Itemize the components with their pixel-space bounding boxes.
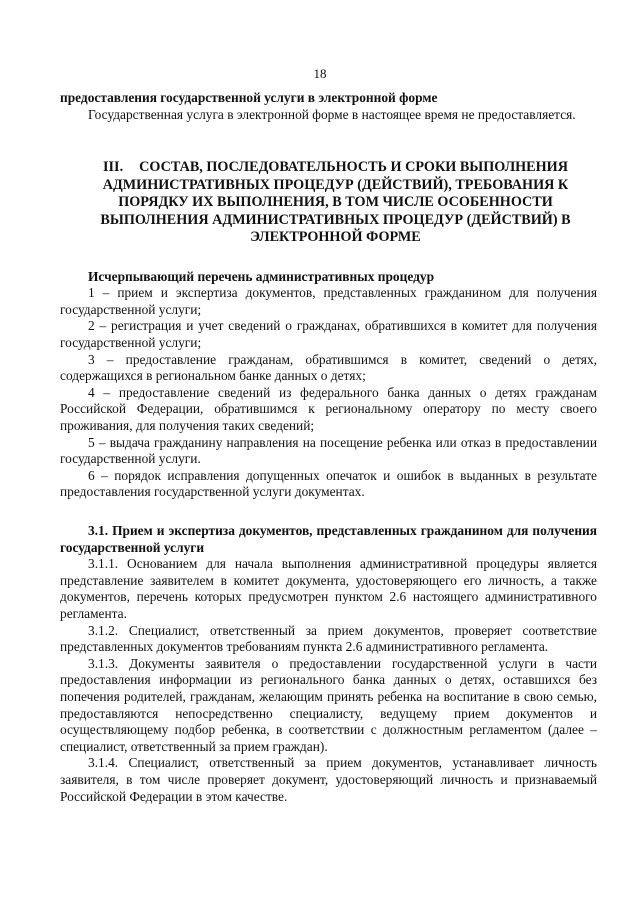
subsection-3-1-heading: 3.1. Прием и экспертиза документов, представленных гражданином для получения государственной услуги <box>60 523 597 555</box>
paragraph-3-1-1: 3.1.1. Основанием для начала выполнения административной процедуры является представление заявителем в комитет документа, удостоверяющего его личность, а также документов, перечень которых предусмотрен пунктом 2.6 настоящего административного регламента. <box>60 556 597 621</box>
electronic-text: Государственная услуга в электронной форме в настоящее время не предоставляется. <box>88 106 576 122</box>
spacer <box>60 123 597 147</box>
section-3-heading <box>60 159 597 247</box>
procedures-heading: Исчерпывающий перечень административных процедур <box>88 268 435 284</box>
spacer <box>60 501 597 523</box>
procedure-item-3: 3 – предоставление гражданам, обратившимся в комитет, сведений о детях, содержащихся в региональном банке данных о детях; <box>60 351 597 384</box>
paragraph-3-1-3: 3.1.3. Документы заявителя о предоставлении государственной услуги в части предоставления информации из регионального банка данных о детях, оставшихся без попечения родителей, гражданам, желающим принять ребенка на воспитание в свою семью, предоставляются непосредственно специалисту, ведущему прием документов и осуществляющему подбор ребенка, в соответствии с должностным регламентом (далее – специалист, ответственный за прием граждан). <box>60 655 597 754</box>
procedure-item-4: 4 – предоставление сведений из федерального банка данных о детях гражданам Российской Федерации, обратившимся к региональному оператору по месту своего проживания, для получения таких сведений; <box>60 384 597 434</box>
section-3-number: III. <box>103 159 124 176</box>
section-3-title: СОСТАВ, ПОСЛЕДОВАТЕЛЬНОСТЬ И СРОКИ ВЫПОЛНЕНИЯ АДМИНИСТРАТИВНЫХ ПРОЦЕДУР (ДЕЙСТВИЙ), ТРЕБОВАНИЯ К ПОРЯДКУ ИХ ВЫПОЛНЕНИЯ, В ТОМ ЧИСЛЕ ОСОБЕННОСТИ ВЫПОЛНЕНИЯ АДМИНИСТРАТИВНЫХ ПРОЦЕДУР (ДЕЙСТВИЙ) В ЭЛЕКТРОННОЙ ФОРМЕ <box>100 159 571 246</box>
electronic-heading: предоставления государственной услуги в электронной форме <box>60 90 438 105</box>
page-content <box>60 90 597 805</box>
spacer <box>60 247 597 269</box>
paragraph-3-1-4: 3.1.4. Специалист, ответственный за прием документов, устанавливает личность заявителя, в том числе проверяет документ, удостоверяющий личность и признаваемый Российской Федерации в этом качестве. <box>60 755 597 804</box>
procedure-item-5: 5 – выдача гражданину направления на посещение ребенка или отказ в предоставлении государственной услуги. <box>60 434 597 467</box>
procedure-item-1: 1 – прием и экспертиза документов, представленных гражданином для получения государственной услуги; <box>60 285 597 317</box>
procedure-item-2: 2 – регистрация и учет сведений о гражданах, обратившихся в комитет для получения государственной услуги; <box>60 318 597 351</box>
procedure-item-6: 6 – порядок исправления допущенных опечаток и ошибок в выданных в результате предоставления государственной услуги документах. <box>60 467 597 500</box>
page-number: 18 <box>313 66 327 81</box>
paragraph-3-1-2: 3.1.2. Специалист, ответственный за прием документов, проверяет соответствие представленных документов требованиям пункта 2.6 административного регламента. <box>60 622 597 655</box>
